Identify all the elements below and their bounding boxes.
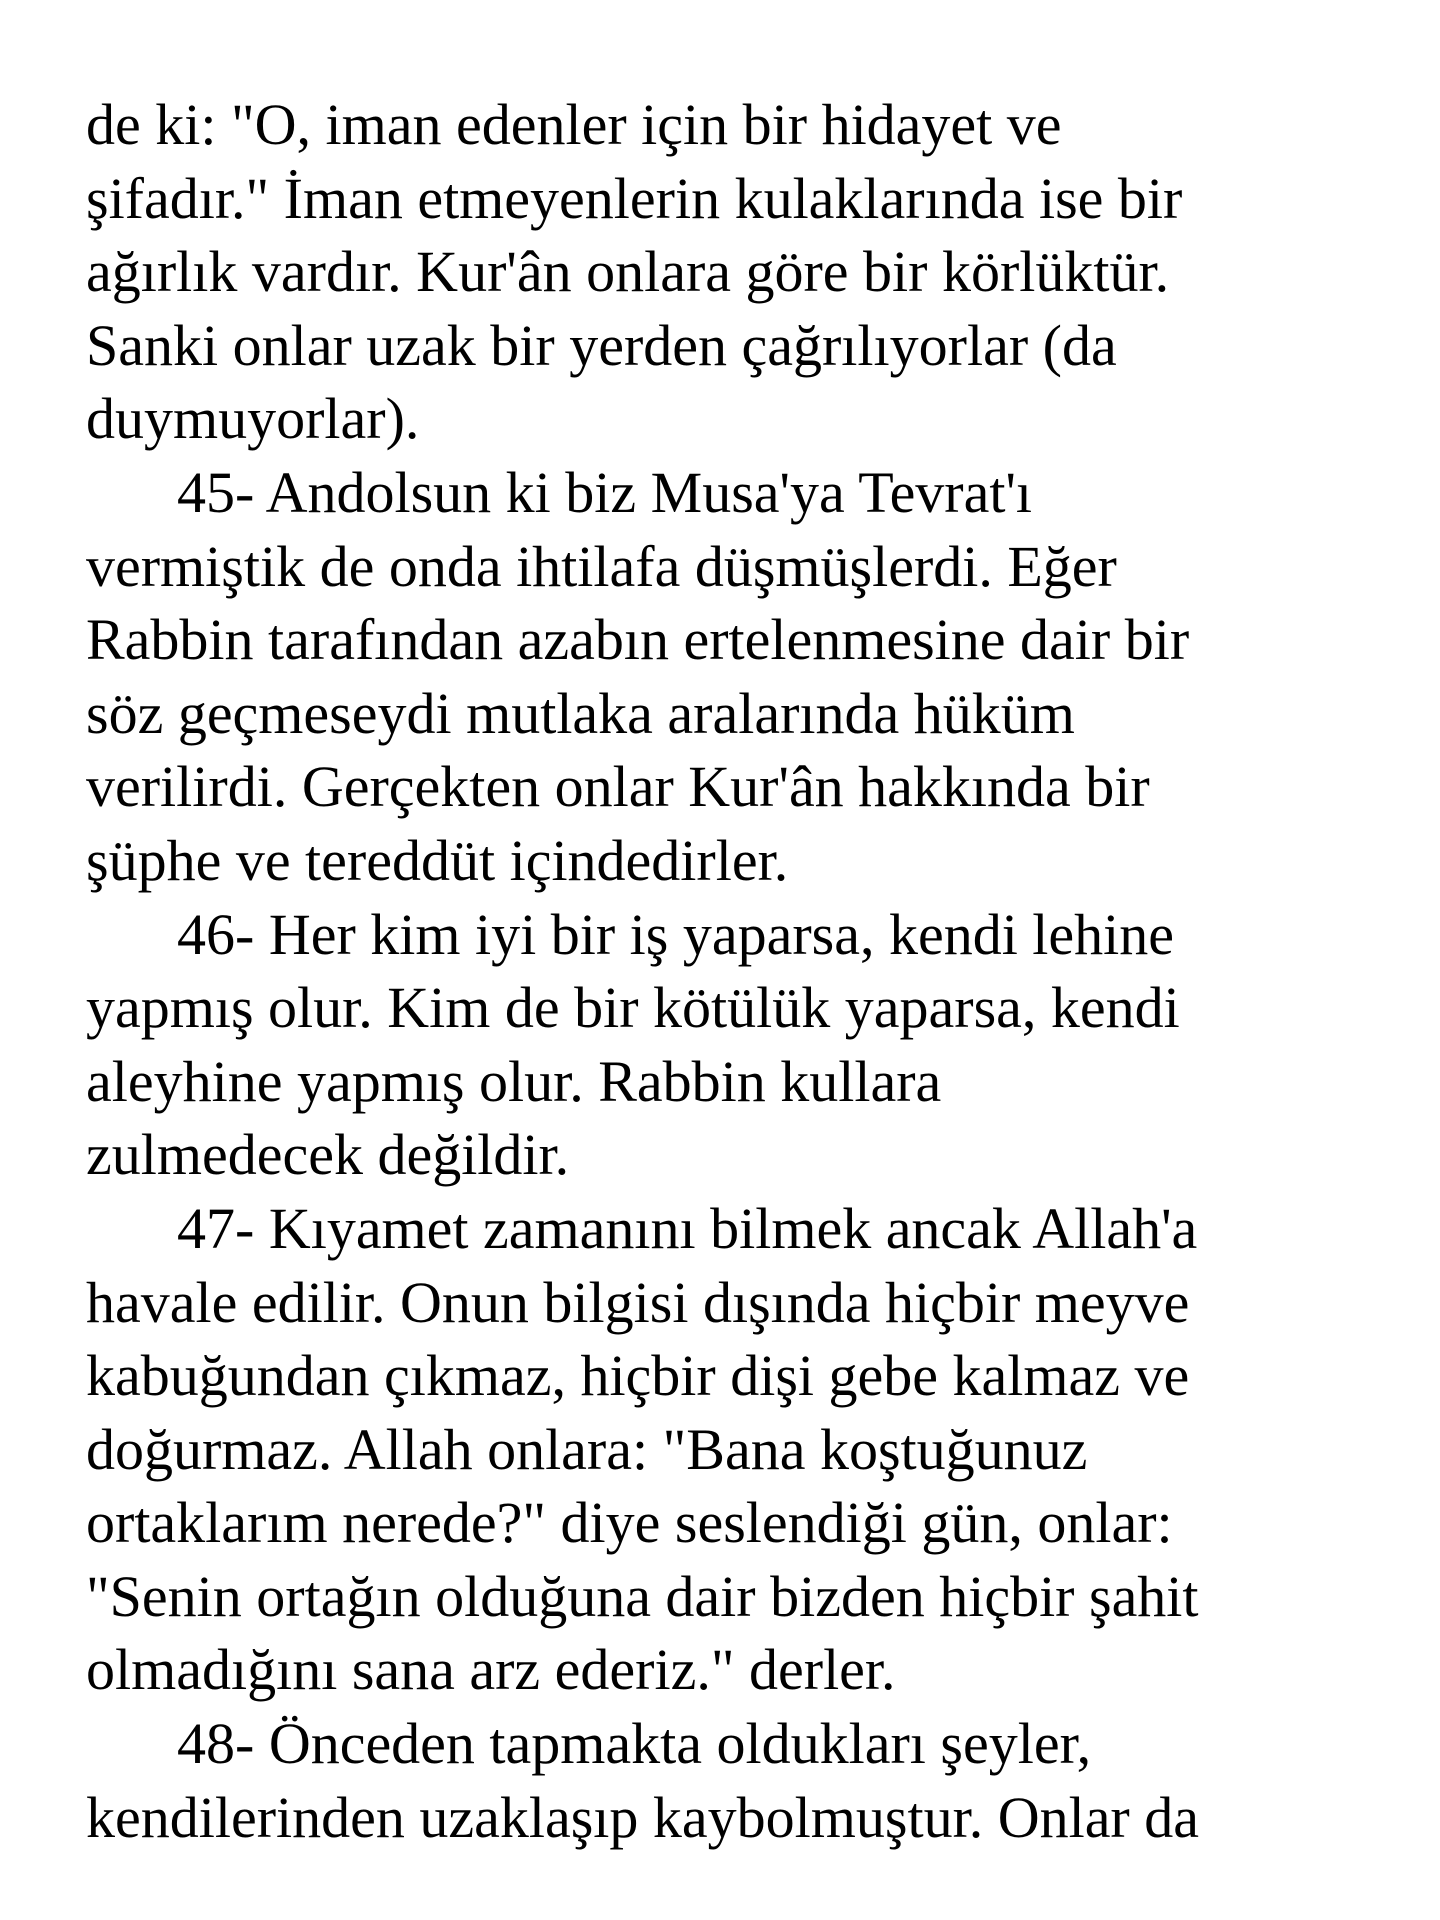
text-line: Rabbin tarafından azabın ertelenmesine dair bir: [86, 607, 1190, 673]
text-line: aleyhine yapmış olur. Rabbin kullara: [86, 1048, 942, 1114]
text-line: 47- Kıyamet zamanını bilmek ancak Allah'a: [177, 1195, 1198, 1261]
text-line: vermiştik de onda ihtilafa düşmüşlerdi. Eğer: [86, 533, 1117, 599]
text-line: olmadığını sana arz ederiz." derler.: [86, 1637, 896, 1703]
text-line: "Senin ortağın olduğuna dair bizden hiçbir şahit: [86, 1563, 1199, 1629]
text-line: 45- Andolsun ki biz Musa'ya Tevrat'ı: [177, 459, 1033, 525]
text-line: havale edilir. Onun bilgisi dışında hiçbir meyve: [86, 1269, 1190, 1335]
text-line: verilirdi. Gerçekten onlar Kur'ân hakkında bir: [86, 754, 1150, 820]
text-line: kabuğundan çıkmaz, hiçbir dişi gebe kalmaz ve: [86, 1343, 1190, 1409]
text-line: doğurmaz. Allah onlara: "Bana koştuğunuz: [86, 1416, 1088, 1482]
text-line: kendilerinden uzaklaşıp kaybolmuştur. Onlar da: [86, 1784, 1199, 1850]
text-line: duymuyorlar).: [86, 386, 420, 452]
text-line: zulmedecek değildir.: [86, 1122, 570, 1188]
text-line: 48- Önceden tapmakta oldukları şeyler,: [177, 1711, 1092, 1777]
text-line: ortaklarım nerede?" diye seslendiği gün, onlar:: [86, 1490, 1173, 1556]
text-line: Sanki onlar uzak bir yerden çağrılıyorlar (da: [86, 312, 1117, 378]
text-line: de ki: "O, iman edenler için bir hidayet ve: [86, 92, 1062, 157]
text-line: 46- Her kim iyi bir iş yaparsa, kendi lehine: [177, 901, 1175, 967]
text-line: şifadır." İman etmeyenlerin kulaklarında ise bir: [86, 165, 1183, 231]
document-page: [86, 88, 1386, 1854]
text-line: ağırlık vardır. Kur'ân onlara göre bir körlüktür.: [86, 239, 1170, 305]
text-line: yapmış olur. Kim de bir kötülük yaparsa, kendi: [86, 975, 1180, 1041]
text-line: söz geçmeseydi mutlaka aralarında hüküm: [86, 680, 1075, 746]
text-line: şüphe ve tereddüt içindedirler.: [86, 827, 789, 893]
